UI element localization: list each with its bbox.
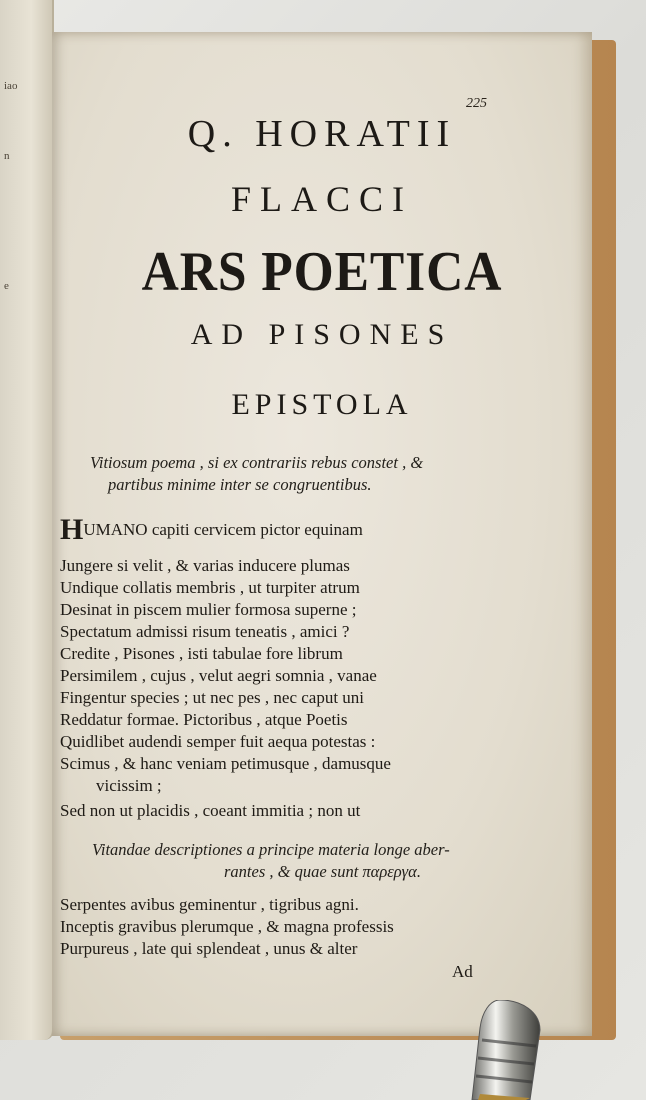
verse-line: Reddatur formae. Pictoribus , atque Poetis [60, 710, 348, 729]
subtitle: EPISTOLA [231, 388, 413, 421]
title-line: FLACCI [230, 179, 414, 219]
verse-line: Undique collatis membris , ut turpiter atrum [60, 578, 360, 597]
verse-line: Serpentes avibus geminentur , tigribus agni. [60, 895, 359, 914]
summary-line: Vitiosum poema , si ex contrariis rebus constet , & [90, 453, 424, 472]
summary-line: Vitandae descriptiones a principe materia longe aber- [92, 840, 450, 859]
facing-page-fragment: n [4, 150, 10, 162]
verse-line: vicissim ; [96, 776, 162, 795]
verse-line: Credite , Pisones , isti tabulae fore librum [60, 644, 343, 663]
verse-line: Spectatum admissi risum teneatis , amici ? [60, 622, 350, 641]
title-line: Q. HORATII [187, 113, 457, 155]
verse-line: Fingentur species ; ut nec pes , nec caput uni [60, 688, 365, 707]
verse-line: Desinat in piscem mulier formosa superne ; [60, 600, 357, 619]
verse-line [60, 513, 363, 547]
drop-capital: H [60, 513, 84, 546]
pen-clip-object [460, 1000, 550, 1100]
page-number: 225 [466, 96, 487, 111]
verse-text: UMANO capiti cervicem pictor equinam [83, 520, 363, 539]
verse-line: Persimilem , cujus , velut aegri somnia , vanae [60, 666, 377, 685]
title-line: AD PISONES [190, 318, 454, 351]
facing-page-edge [0, 0, 54, 1040]
verse-line: Sed non ut placidis , coeant immitia ; non ut [60, 801, 361, 820]
verse-line: Inceptis gravibus plerumque , & magna professis [60, 917, 394, 936]
main-title: ARS POETICA [141, 241, 503, 303]
verse-line: Scimus , & hanc veniam petimusque , damusque [60, 754, 391, 773]
facing-page-fragment: e [4, 280, 9, 292]
summary-line: rantes , & quae sunt παρεργα. [224, 862, 421, 881]
summary-line: partibus minime inter se congruentibus. [108, 475, 372, 494]
facing-page-fragment: iao [4, 80, 18, 92]
verse-line: Jungere si velit , & varias inducere plumas [60, 556, 350, 575]
catchword: Ad [452, 962, 473, 981]
verse-line: Quidlibet audendi semper fuit aequa potestas : [60, 732, 376, 751]
verse-line: Purpureus , late qui splendeat , unus & alter [60, 939, 358, 958]
